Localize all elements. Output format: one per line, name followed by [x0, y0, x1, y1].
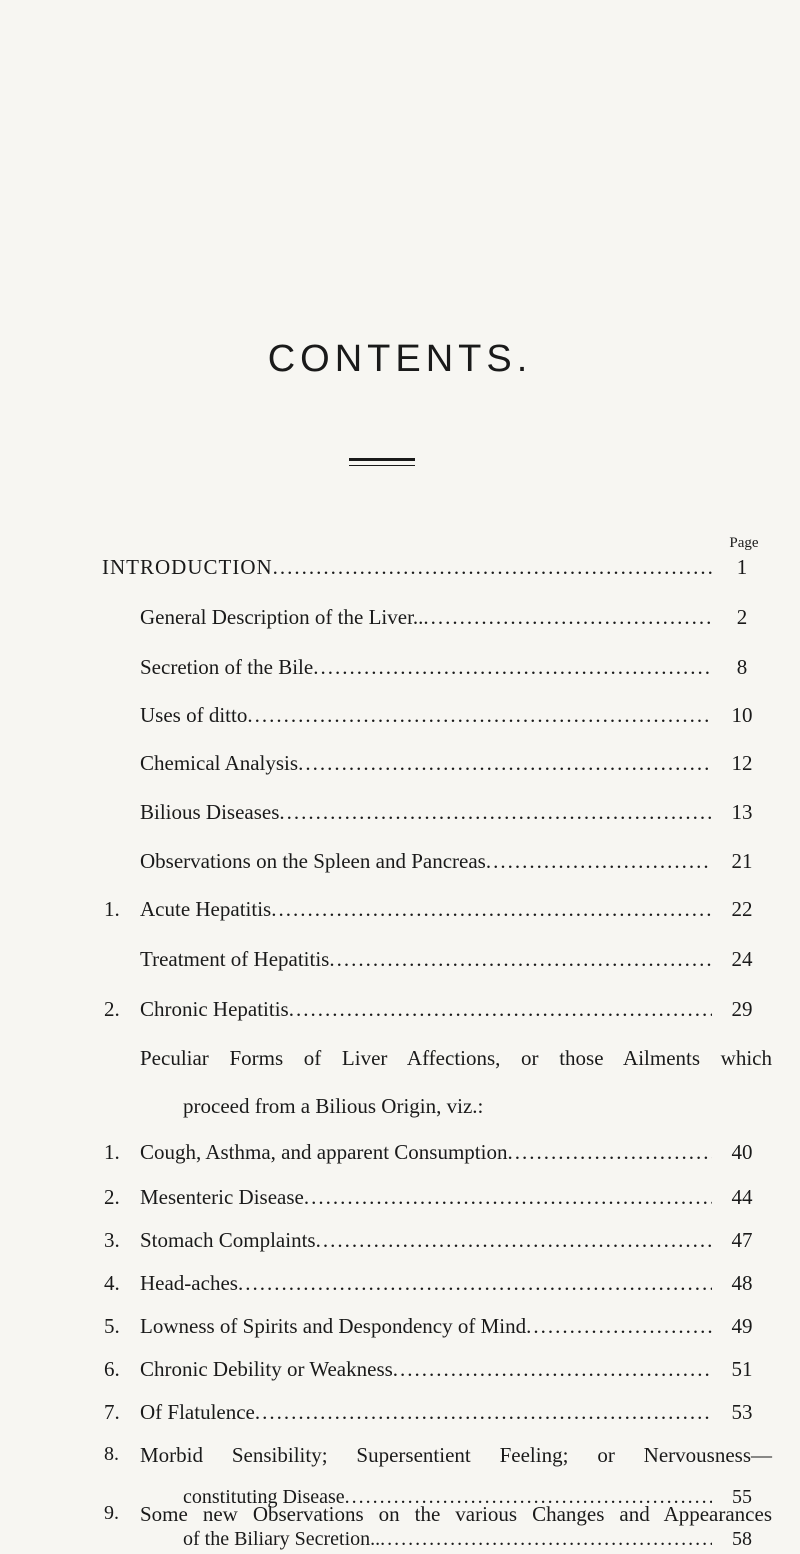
entry-page: 10	[731, 703, 753, 727]
leader-dots	[486, 849, 712, 874]
entry-number: 5.	[104, 1314, 120, 1338]
entry-page: 24	[731, 947, 753, 971]
entry-label: General Description of the Liver..	[140, 605, 424, 629]
entry-page: 47	[731, 1228, 753, 1252]
leader-dots	[329, 947, 712, 972]
entry-label: Mesenteric Disease	[140, 1185, 304, 1209]
peculiar-forms-line1: Peculiar Forms of Liver Affections, or those Ailments which	[140, 1046, 772, 1070]
entry-number: 8.	[104, 1443, 119, 1465]
toc-entry-introduction[interactable]	[0, 555, 800, 595]
leader-dots	[304, 1185, 712, 1210]
leader-dots	[238, 1271, 712, 1296]
toc-entry-morbid-sensibility-line1	[0, 1443, 800, 1473]
entry-page: 44	[731, 1185, 753, 1209]
entry-label: Bilious Diseases	[140, 800, 280, 824]
leader-dots	[316, 1228, 712, 1253]
leader-dots	[271, 897, 712, 922]
entry-page: 40	[731, 1140, 753, 1164]
peculiar-forms-heading	[140, 1046, 772, 1071]
toc-entry-mesenteric-disease[interactable]	[0, 1185, 800, 1225]
entry-page: 51	[731, 1357, 753, 1381]
entry-number: 1.	[104, 897, 120, 921]
entry-number: 2.	[104, 1185, 120, 1209]
page-column-label: Page	[729, 535, 759, 551]
entry-label: Acute Hepatitis	[140, 897, 272, 921]
entry-label: INTRODUCTION	[102, 555, 273, 579]
entry-page: 1	[736, 555, 748, 579]
entry-label: constituting Disease	[183, 1486, 345, 1508]
entry-page: 48	[731, 1271, 753, 1295]
leader-dots	[526, 1314, 712, 1339]
entry-page: 2	[736, 605, 748, 629]
leader-dots	[289, 997, 712, 1022]
entry-page: 22	[731, 897, 753, 921]
title-rule	[349, 458, 415, 466]
leader-dots	[507, 1140, 712, 1165]
entry-page: 49	[731, 1314, 753, 1338]
toc-entry-chronic-debility[interactable]	[0, 1357, 800, 1397]
entry-number: 7.	[104, 1400, 120, 1424]
leader-dots	[255, 1400, 712, 1425]
entry-number: 2.	[104, 997, 120, 1021]
toc-entry-head-aches[interactable]	[0, 1271, 800, 1311]
entry-label: Lowness of Spirits and Despondency of Mind	[140, 1314, 527, 1338]
toc-entry-biliary-secretion[interactable]	[0, 1528, 800, 1552]
entry-number: 3.	[104, 1228, 120, 1252]
entry-label: Morbid Sensibility; Supersentient Feeling; or Nervousness—	[140, 1443, 772, 1467]
entry-number: 6.	[104, 1357, 120, 1381]
entry-label: Head-aches	[140, 1271, 238, 1295]
toc-entry-general-description[interactable]	[0, 605, 800, 645]
leader-dots	[298, 751, 712, 776]
toc-entry-bilious-diseases[interactable]	[0, 800, 800, 840]
entry-page: 55	[732, 1486, 752, 1508]
entry-number: 9.	[104, 1502, 119, 1524]
toc-entry-uses-of-ditto[interactable]	[0, 703, 800, 743]
leader-dots	[423, 605, 712, 630]
leader-dots	[393, 1357, 712, 1382]
entry-label: Observations on the Spleen and Pancreas	[140, 849, 486, 873]
entry-label: Stomach Complaints	[140, 1228, 316, 1252]
entry-label: of the Biliary Secretion..	[183, 1528, 381, 1550]
entry-label: Chemical Analysis	[140, 751, 299, 775]
toc-entry-chemical-analysis[interactable]	[0, 751, 800, 791]
toc-entry-spleen-pancreas[interactable]	[0, 849, 800, 889]
entry-label: Of Flatulence	[140, 1400, 255, 1424]
leader-dots	[247, 703, 712, 728]
entry-label: Chronic Debility or Weakness	[140, 1357, 393, 1381]
toc-entry-flatulence[interactable]	[0, 1400, 800, 1440]
toc-entry-biliary-secretion-line1	[0, 1502, 800, 1526]
toc-entry-cough-asthma[interactable]	[0, 1140, 800, 1180]
toc-entry-treatment-of-hepatitis[interactable]	[0, 947, 800, 987]
entry-label: Treatment of Hepatitis	[140, 947, 330, 971]
page-title: CONTENTS.	[267, 338, 533, 380]
toc-entry-stomach-complaints[interactable]	[0, 1228, 800, 1268]
entry-number: 4.	[104, 1271, 120, 1295]
entry-page: 8	[736, 655, 748, 679]
peculiar-forms-line2: proceed from a Bilious Origin, viz.:	[183, 1094, 484, 1118]
toc-entry-lowness-of-spirits[interactable]	[0, 1314, 800, 1354]
toc-entry-acute-hepatitis[interactable]	[0, 897, 800, 937]
entry-page: 13	[731, 800, 753, 824]
entry-label: Cough, Asthma, and apparent Consumption	[140, 1140, 508, 1164]
entry-page: 29	[731, 997, 753, 1021]
entry-number: 1.	[104, 1140, 120, 1164]
toc-entry-secretion-of-bile[interactable]	[0, 655, 800, 695]
entry-label: Secretion of the Bile	[140, 655, 314, 679]
leader-dots	[279, 800, 712, 825]
entry-page: 53	[731, 1400, 753, 1424]
entry-page: 21	[731, 849, 753, 873]
leader-dots	[313, 655, 712, 680]
entry-page: 58	[732, 1528, 752, 1550]
entry-page: 12	[731, 751, 753, 775]
entry-label: Chronic Hepatitis	[140, 997, 289, 1021]
leader-dots	[273, 555, 712, 580]
entry-label: Some new Observations on the various Changes and Appearances	[140, 1502, 772, 1526]
entry-label: Uses of ditto	[140, 703, 248, 727]
toc-entry-chronic-hepatitis[interactable]	[0, 997, 800, 1037]
leader-dots	[380, 1528, 712, 1551]
